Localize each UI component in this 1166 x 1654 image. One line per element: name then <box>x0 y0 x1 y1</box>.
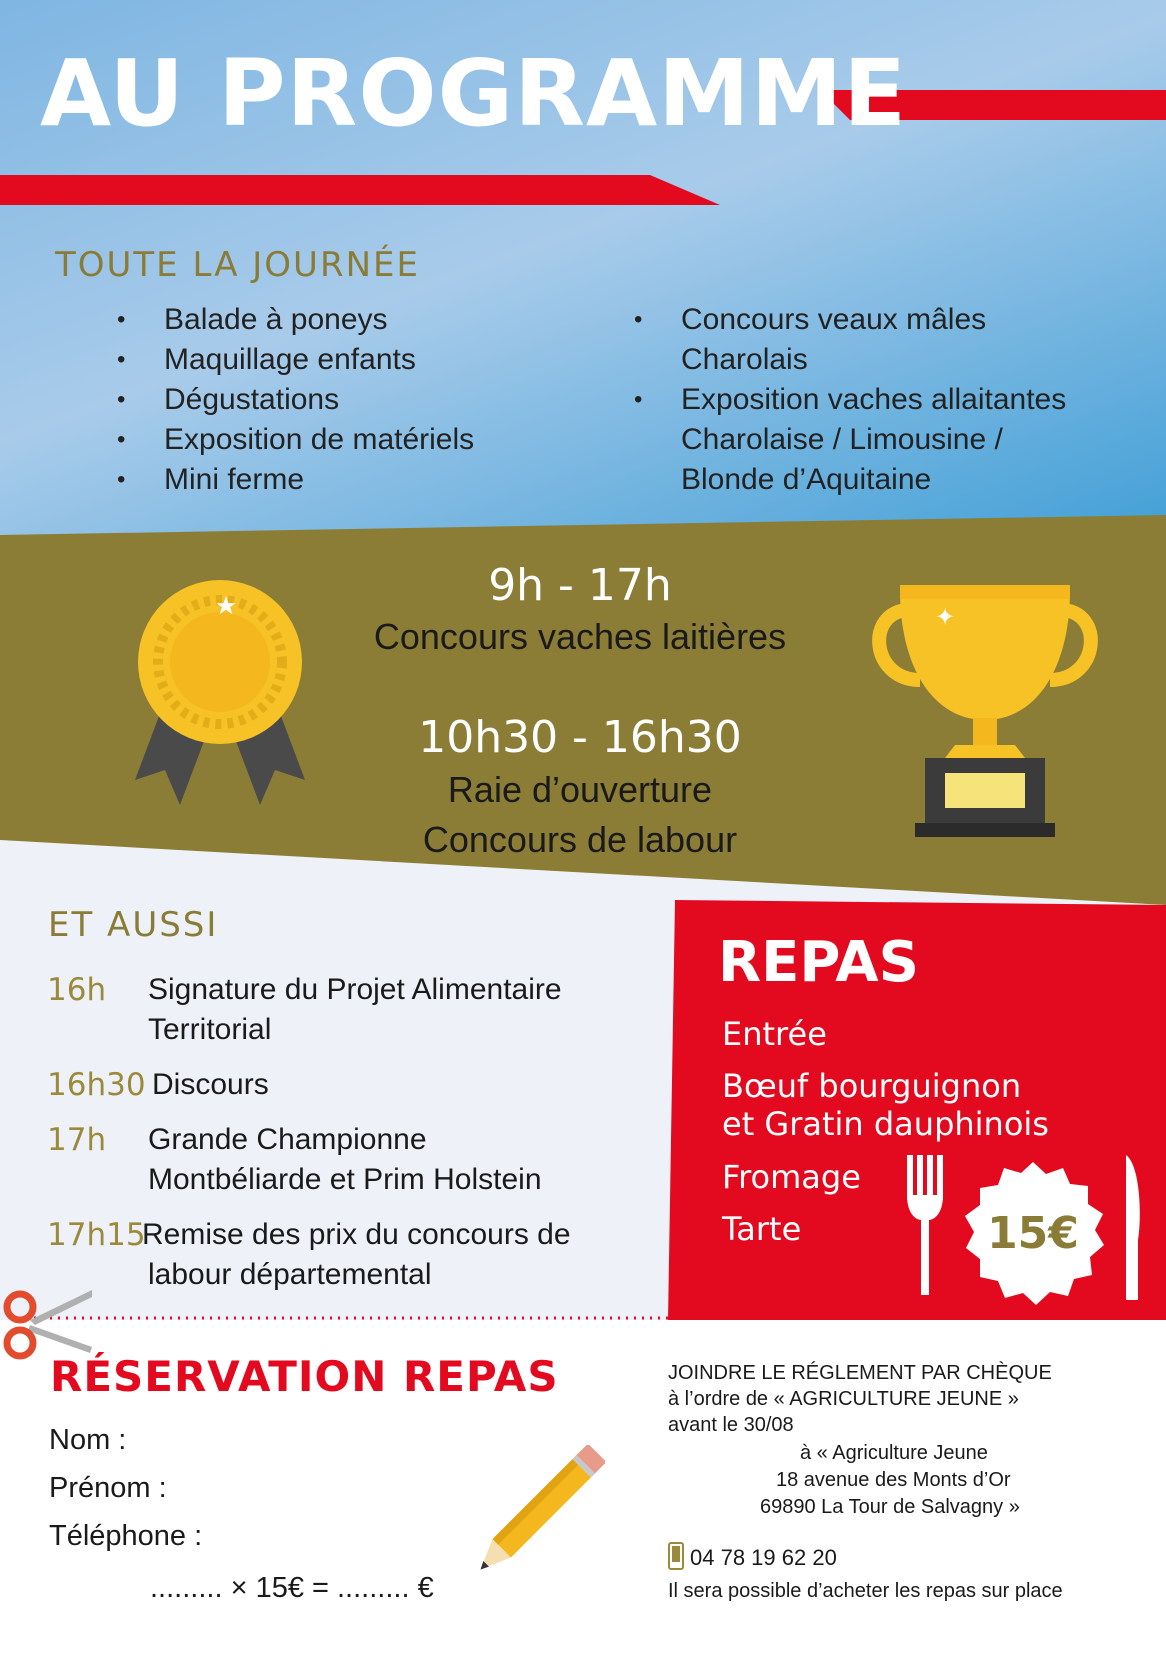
also-heading: ET AUSSI <box>48 905 219 945</box>
meal-item-entree: Entrée <box>722 1015 827 1053</box>
list-item: • Balade à poneys <box>164 300 474 340</box>
knife-icon <box>1118 1155 1144 1305</box>
meal-title: REPAS <box>718 930 919 995</box>
bullet: • <box>634 306 643 333</box>
list-item-continuation: Blonde d’Aquitaine <box>681 463 932 496</box>
on-site-note: Il sera possible d’acheter les repas sur place <box>668 1580 1063 1602</box>
also-text-2: Discours <box>152 1068 269 1101</box>
also-text-3: Grande Championne Montbéliarde et Prim Holstein <box>148 1123 542 1196</box>
prenom-label: Prénom : <box>49 1472 167 1504</box>
reservation-title: RÉSERVATION REPAS <box>50 1352 559 1401</box>
list-item-continuation: Charolais <box>681 343 808 376</box>
list-item: • Mini ferme <box>164 460 474 500</box>
payment-line-1: JOINDRE LE RÉGLEMENT PAR CHÈQUE <box>668 1362 1052 1384</box>
phone-number: 04 78 19 62 20 <box>690 1545 837 1570</box>
phone-icon <box>668 1542 684 1570</box>
contest-event-1: Concours vaches laitières <box>373 616 787 657</box>
all-day-right-list <box>634 300 1067 500</box>
bullet: • <box>117 466 126 493</box>
payment-line-3: avant le 30/08 <box>668 1414 794 1436</box>
list-item: • Concours veaux mâles <box>681 300 1066 340</box>
also-text-1: Signature du Projet Alimentaire Territorial <box>148 973 562 1046</box>
telephone-label: Téléphone : <box>49 1520 203 1552</box>
list-item: • Exposition de matériels <box>164 420 474 460</box>
address-line-1: à « Agriculture Jeune <box>800 1442 988 1464</box>
also-time-3: 17h <box>47 1122 107 1158</box>
contest-time-1: 9h - 17h <box>488 560 672 611</box>
bullet: • <box>117 426 126 453</box>
bullet: • <box>117 346 126 373</box>
also-time-4: 17h15 <box>47 1217 146 1253</box>
meal-item-main-2: et Gratin dauphinois <box>722 1105 1049 1143</box>
bullet: • <box>634 386 643 413</box>
all-day-heading: TOUTE LA JOURNÉE <box>55 245 420 285</box>
bullet: • <box>117 306 126 333</box>
address-line-3: 69890 La Tour de Salvagny » <box>760 1496 1020 1518</box>
trophy-icon <box>865 580 1105 850</box>
list-item: • Maquillage enfants <box>164 340 474 380</box>
pencil-icon <box>455 1445 605 1595</box>
svg-text:✦: ✦ <box>935 603 956 631</box>
nom-label: Nom : <box>49 1424 127 1456</box>
meal-item-main-1: Bœuf bourguignon <box>722 1067 1022 1105</box>
payment-line-2: à l’ordre de « AGRICULTURE JEUNE » <box>668 1388 1019 1410</box>
also-time-1: 16h <box>47 972 107 1008</box>
contest-time-2: 10h30 - 16h30 <box>418 712 742 763</box>
page-title: AU PROGRAMME <box>40 40 908 147</box>
also-text-4: Remise des prix du concours de labour départemental <box>142 1218 571 1291</box>
also-time-2: 16h30 <box>47 1067 146 1103</box>
bullet: • <box>117 386 126 413</box>
quantity-calculation: ......... × 15€ = ......... € <box>150 1572 434 1604</box>
meal-item-cheese: Fromage <box>722 1158 861 1196</box>
contest-event-2a: Raie d’ouverture <box>447 769 713 810</box>
red-stripe-left <box>0 175 720 205</box>
fork-icon <box>905 1155 945 1300</box>
meal-item-dessert: Tarte <box>722 1210 802 1248</box>
list-item: • Dégustations <box>164 380 474 420</box>
address-line-2: 18 avenue des Monts d’Or <box>776 1469 1011 1491</box>
list-item: • Exposition vaches allaitantes <box>681 380 1066 420</box>
contest-event-2b: Concours de labour <box>422 819 738 860</box>
all-day-left-list <box>117 300 475 500</box>
meal-price: 15€ <box>987 1208 1079 1259</box>
list-item-continuation: Charolaise / Limousine / <box>681 423 1003 456</box>
